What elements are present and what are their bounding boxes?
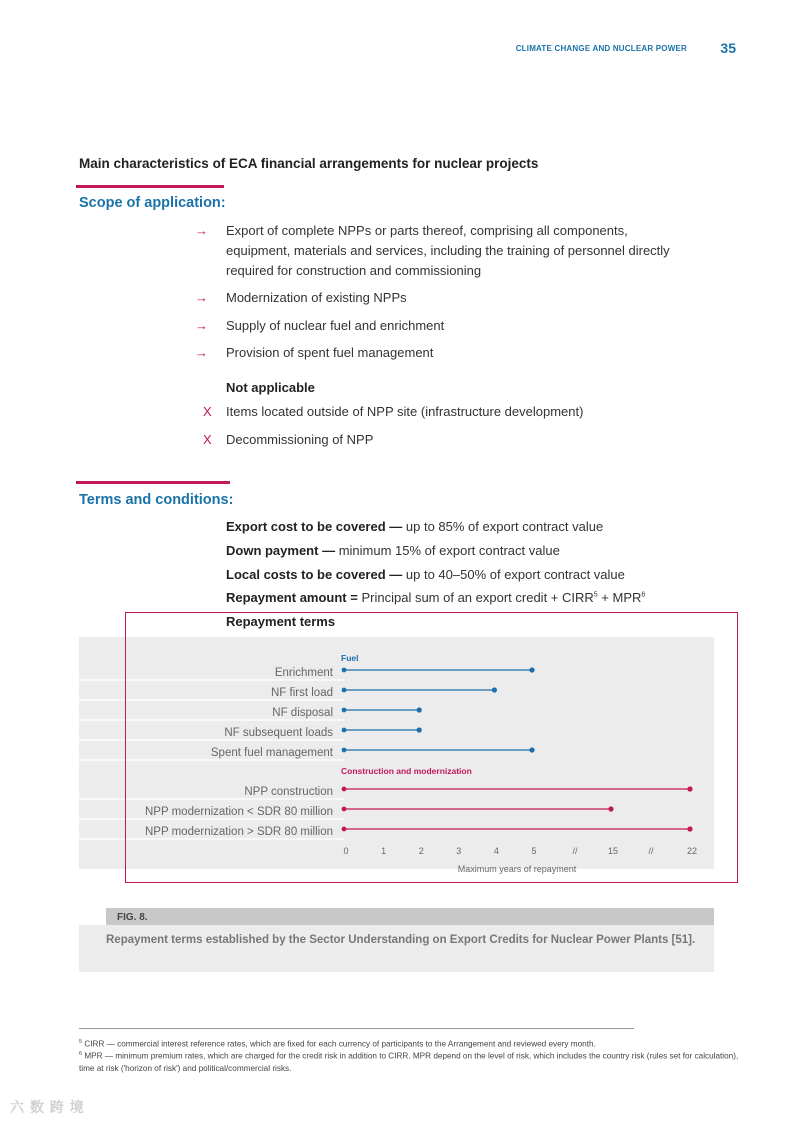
arrow-right-icon: → xyxy=(195,290,208,305)
chart-category-label: NPP modernization > SDR 80 million xyxy=(144,826,333,838)
chart-category-label: NF disposal xyxy=(272,707,333,719)
footnote-text: CIRR — commercial interest reference rates, which are fixed for each currency of participants to the Arrangement and reviewed every month. xyxy=(84,1039,596,1049)
footnote-ref: 6 xyxy=(641,591,646,599)
footnote-divider xyxy=(79,1028,634,1029)
term-value: + MPR xyxy=(597,590,642,605)
chart-x-tick-label: 1 xyxy=(381,846,387,856)
figure-label-strip xyxy=(106,908,714,925)
footnote-number: 5 xyxy=(79,1039,83,1045)
term-label: Export cost to be covered — xyxy=(226,519,403,534)
chart-category-label: NF first load xyxy=(271,687,333,699)
scope-item-line: equipment, materials and services, including the training of personnel directly xyxy=(226,243,670,258)
cross-icon: X xyxy=(203,432,212,447)
page-number: 35 xyxy=(720,40,736,56)
term-label: Down payment — xyxy=(226,543,336,558)
scope-item-line: Supply of nuclear fuel and enrichment xyxy=(226,318,445,333)
chart-x-tick-label: 2 xyxy=(418,846,424,856)
arrow-right-icon: → xyxy=(195,345,208,360)
running-title: CLIMATE CHANGE AND NUCLEAR POWER xyxy=(515,44,687,53)
term-label: Local costs to be covered — xyxy=(226,567,403,582)
term-value: minimum 15% of export contract value xyxy=(338,543,560,558)
page-title: Main characteristics of ECA financial arrangements for nuclear projects xyxy=(79,156,539,171)
term-label: Repayment amount xyxy=(226,590,347,605)
chart-highlight-frame xyxy=(125,612,738,883)
terms-heading: Terms and conditions: xyxy=(79,492,234,508)
scope-item-line: Modernization of existing NPPs xyxy=(226,290,407,305)
watermark: 六 数 跨 境 xyxy=(10,1099,85,1115)
chart-x-tick-label: 15 xyxy=(607,846,619,856)
chart-category-label: Spent fuel management xyxy=(210,747,333,759)
term-value: up to 85% of export contract value xyxy=(405,519,604,534)
repayment-terms-text: Repayment terms xyxy=(226,614,336,629)
figure-label: FIG. 8. xyxy=(117,912,148,923)
chart-category-label: NF subsequent loads xyxy=(224,727,333,739)
term-equals: = xyxy=(350,590,358,605)
chart-category-label: Enrichment xyxy=(274,667,333,679)
chart-group-header: Construction and modernization xyxy=(341,766,472,776)
cross-icon: X xyxy=(203,404,212,419)
not-applicable-text: Decommissioning of NPP xyxy=(226,432,374,447)
footnote-number: 6 xyxy=(79,1051,83,1057)
footnote-ref: 5 xyxy=(593,591,598,599)
chart-x-tick-label: 3 xyxy=(456,846,462,856)
not-applicable-text: Items located outside of NPP site (infrastructure development) xyxy=(226,404,584,419)
not-applicable-label: Not applicable xyxy=(226,380,315,395)
chart-x-axis-label: Maximum years of repayment xyxy=(457,864,577,874)
chart-group-header: Fuel xyxy=(341,653,359,663)
chart-x-tick-label: // xyxy=(648,846,654,856)
scope-item-line: required for construction and commissioning xyxy=(226,263,482,278)
chart-x-tick-label: // xyxy=(572,846,578,856)
chart-x-tick-label: 4 xyxy=(493,846,499,856)
term-value: Principal sum of an export credit + CIRR xyxy=(361,590,594,605)
chart-category-label: NPP modernization < SDR 80 million xyxy=(144,806,333,818)
chart-x-tick-label: 0 xyxy=(343,846,349,856)
scope-item-line: Export of complete NPPs or parts thereof, comprising all components, xyxy=(226,223,628,238)
arrow-right-icon: → xyxy=(195,223,208,238)
chart-x-tick-label: 5 xyxy=(531,846,537,856)
footnote xyxy=(79,1048,739,1075)
term-value: up to 40–50% of export contract value xyxy=(405,567,625,582)
footnote-text: MPR — minimum premium rates, which are charged for the credit risk in addition to CIRR. MPR depend on the level of risk, which includes the country risk (rules set for calculation), time at risk ('horizon of risk') and political/commercial risks. xyxy=(79,1051,739,1073)
scope-heading: Scope of application: xyxy=(79,195,226,211)
chart-category-label: NPP construction xyxy=(244,786,333,798)
chart-x-tick-label: 22 xyxy=(686,846,698,856)
scope-item-line: Provision of spent fuel management xyxy=(226,345,434,360)
figure-caption: Repayment terms established by the Sector Understanding on Export Credits for Nuclear Power Plants [51]. xyxy=(106,934,696,946)
arrow-right-icon: → xyxy=(195,318,208,333)
